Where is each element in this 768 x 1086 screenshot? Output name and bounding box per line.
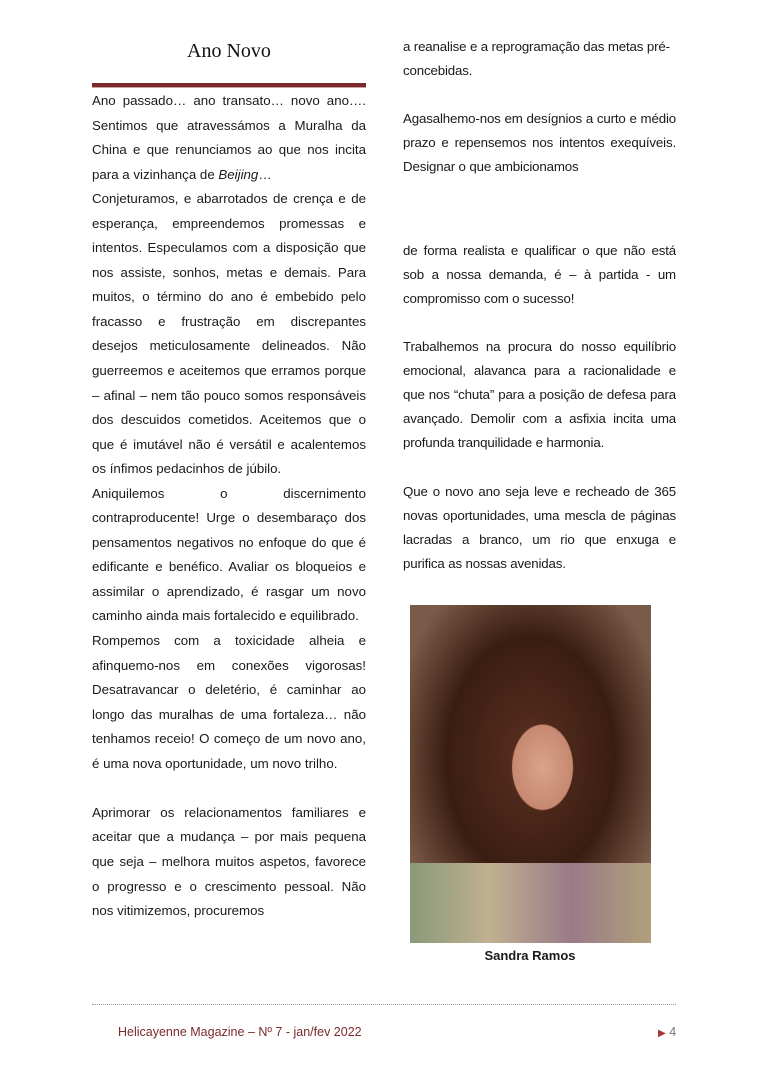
author-photo [410, 605, 651, 943]
paragraph: Aniquilemos o discernimento contraproducente! Urge o desembaraço dos pensamentos negativos no enfoque do que é edificante e benéfico. Avaliar os bloqueios e assimilar o aprendizado, é rasgar um novo caminho ainda mais fortalecido e equilibrado. [92, 485, 366, 624]
paragraph [92, 89, 366, 187]
paragraph: de forma realista e qualificar o que não está sob a nossa demanda, é – à partida - um compromisso com o sucesso! [403, 242, 676, 306]
right-column [403, 35, 676, 576]
article-title: Ano Novo [187, 40, 271, 62]
paragraph: Agasalhemo-nos em desígnios a curto e médio prazo e repensemos nos intentos exequíveis. Designar o que ambicionamos [403, 111, 676, 175]
paragraph: a reanalise e a reprogramação das metas pré-concebidas. [403, 39, 670, 79]
triangle-right-icon: ▶ [658, 1028, 666, 1039]
footer-text: Helicayenne Magazine – Nº 7 - jan/fev 2022 [118, 1025, 362, 1039]
page-number [658, 1025, 676, 1039]
paragraph-text: Ano passado… ano transato… novo ano…. Sentimos que atravessámos a Muralha da China e que renunciamos ao que nos incita para a vizinhança de [92, 93, 366, 182]
title-divider [92, 83, 366, 88]
author-caption: Sandra Ramos [484, 948, 576, 963]
emphasis-text: Beijing [218, 166, 259, 182]
paragraph: Aprimorar os relacionamentos familiares e aceitar que a mudança – por mais pequena que seja – melhora muitos aspetos, favorece o progresso e o crescimento pessoal. Não nos vitimizemos, procuremos [92, 804, 366, 919]
paragraph: Trabalhemos na procura do nosso equilíbrio emocional, alavanca para a racionalidade e que nos “chuta” para a posição de defesa para avançado. Demolir com a asfixia incita uma profunda tranquilidade e harmonia. [403, 338, 676, 451]
paragraph: Que o novo ano seja leve e recheado de 365 novas oportunidades, uma mescla de páginas lacradas a branco, um rio que enxuga e purifica as nossas avenidas. [403, 483, 676, 571]
paragraph-text: … [258, 166, 272, 182]
footer-divider [92, 1004, 676, 1005]
left-column [92, 89, 366, 924]
paragraph: Conjeturamos, e abarrotados de crença e de esperança, empreendemos promessas e intentos. Especulamos com a disposição que nos assiste, sonhos, metas e demais. Para muitos, o término do ano é embebido pelo fracasso e frustração em discrepantes desejos meticulosamente delineados. Não guerreemos e aceitemos que erramos porque – afinal – nem tão pouco somos responsáveis dos descuidos cometidos. Aceitemos que o que é imutável não é versátil e acalentemos os ínfimos pedacinhos de júbilo. [92, 191, 366, 477]
paragraph: Rompemos com a toxicidade alheia e afinquemo-nos em conexões vigorosas! Desatravancar o deletério, é caminhar ao longo das muralhas de uma fortaleza… não tenhamos receio! O começo de um novo ano, é uma nova oportunidade, um novo trilho. [92, 633, 366, 771]
page-number-text: 4 [669, 1025, 677, 1039]
